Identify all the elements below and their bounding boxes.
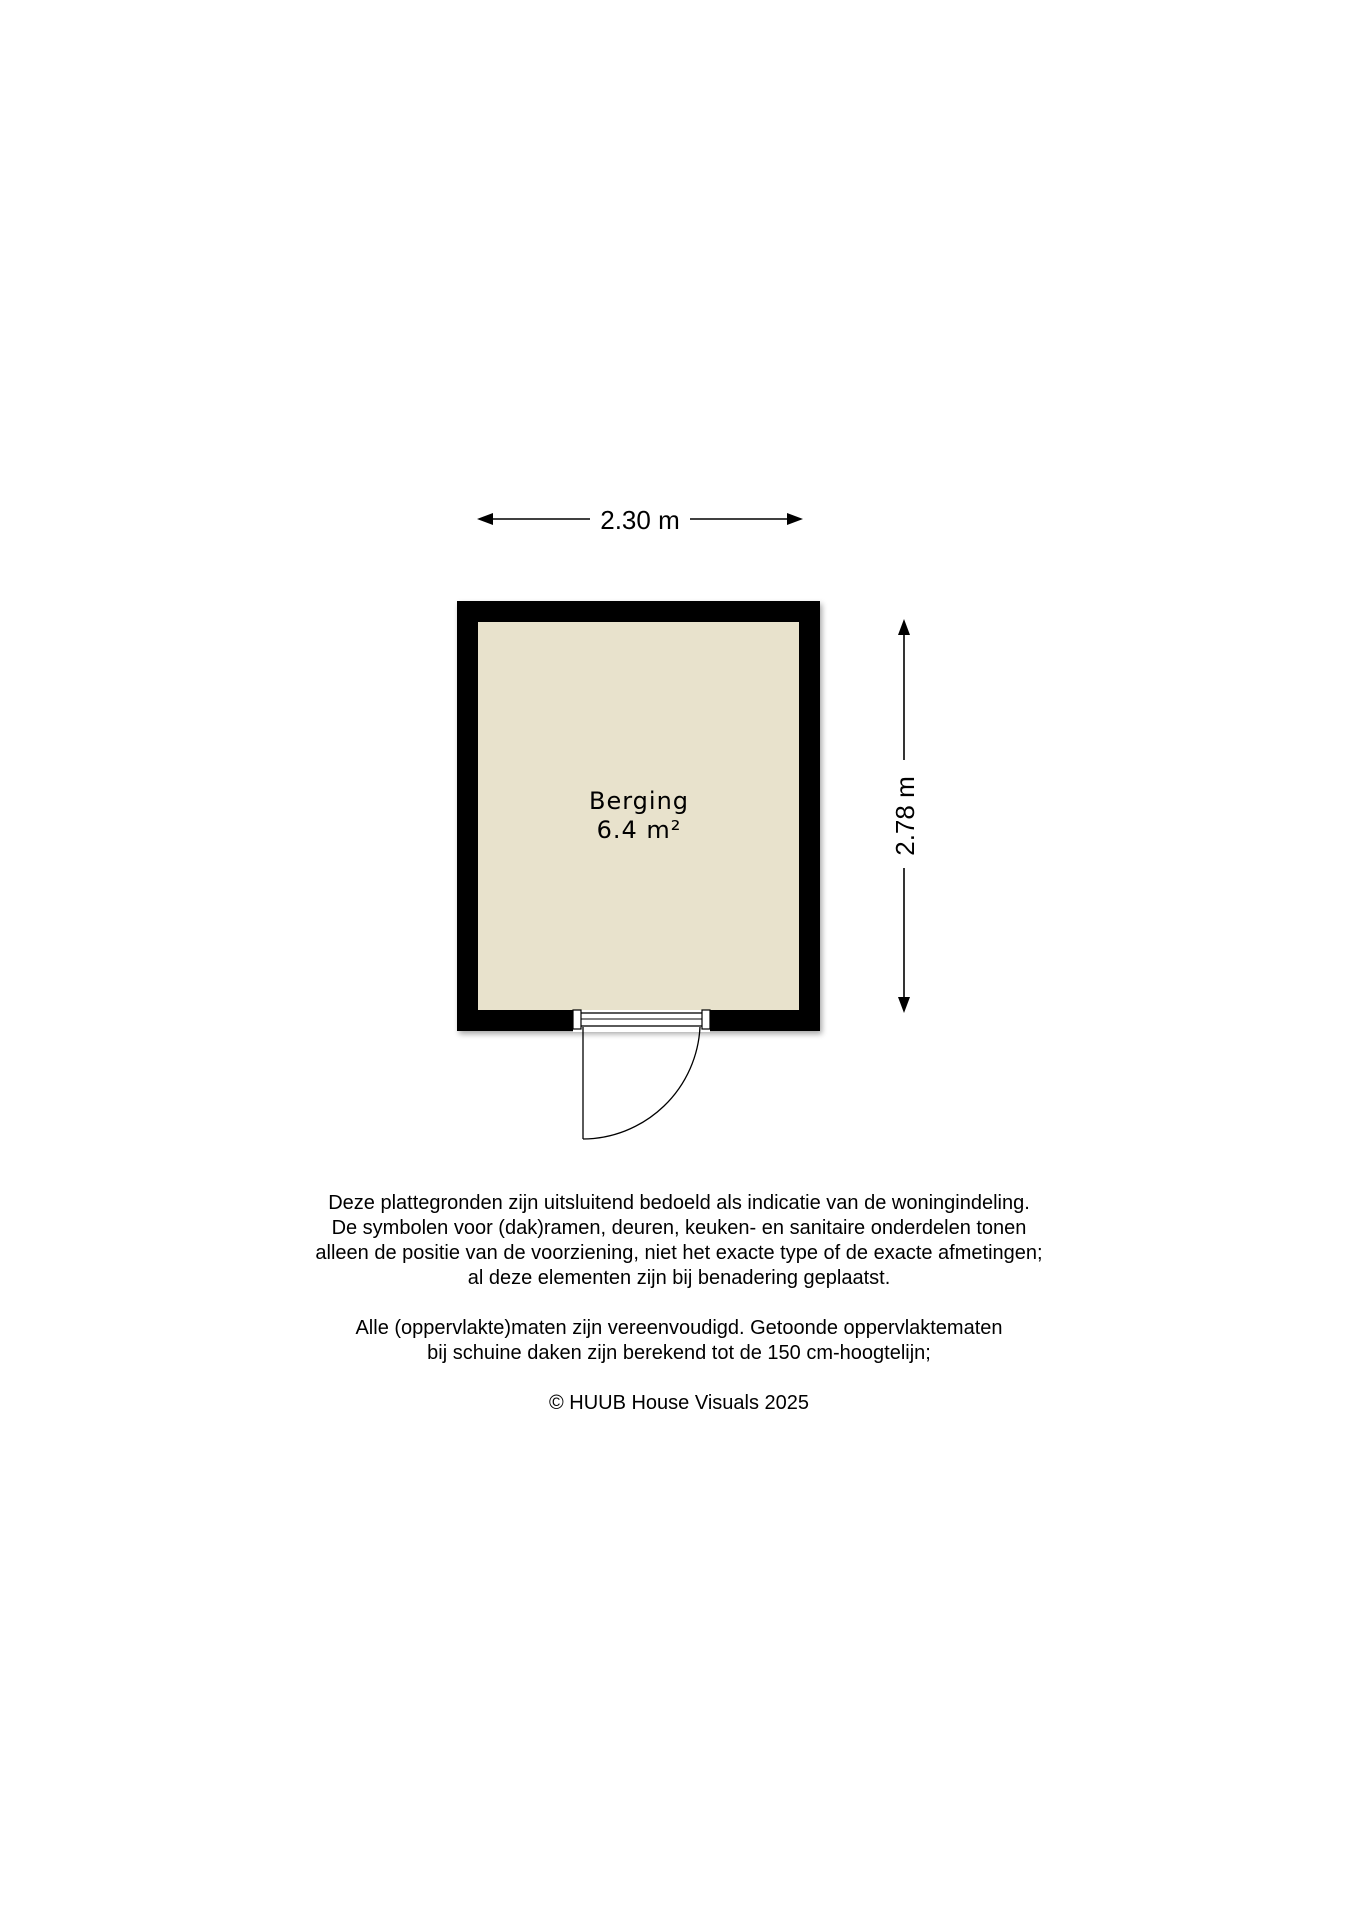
measurement-note-line: Alle (oppervlakte)maten zijn vereenvoudigd. Getoonde oppervlaktematen (355, 1317, 1003, 1339)
disclaimer-line: al deze elementen zijn bij benadering geplaatst. (467, 1267, 891, 1289)
measurement-note (0, 1316, 1358, 1366)
door-jamb-right (702, 1010, 710, 1029)
depth-dimension-label: 2.78 m (890, 776, 920, 856)
disclaimer-line: De symbolen voor (dak)ramen, deuren, keuken- en sanitaire onderdelen tonen (331, 1217, 1027, 1239)
room-berging (457, 601, 820, 1139)
arrow-head-up-icon (898, 619, 910, 635)
width-dimension-label: 2.30 m (600, 505, 680, 535)
arrow-head-down-icon (898, 997, 910, 1013)
copyright-text: © HUUB House Visuals 2025 (548, 1392, 810, 1414)
measurement-note-line: bij schuine daken zijn berekend tot de 150 cm-hoogtelijn; (427, 1342, 931, 1364)
depth-dimension (890, 619, 920, 1013)
arrow-head-right-icon (787, 513, 803, 525)
disclaimer-line: alleen de positie van de voorziening, niet het exacte type of de exacte afmetingen; (315, 1242, 1043, 1264)
width-dimension (477, 505, 803, 535)
door-jamb-left (573, 1010, 581, 1029)
arrow-head-left-icon (477, 513, 493, 525)
door-swing-icon (583, 1027, 700, 1139)
disclaimer-text (0, 1191, 1358, 1291)
door-frame (573, 1013, 710, 1026)
disclaimer-line: Deze plattegronden zijn uitsluitend bedoeld als indicatie van de woningindeling. (328, 1192, 1030, 1214)
door-swing-arc (583, 1027, 700, 1139)
room-area-label: 6.4 m² (596, 816, 682, 844)
room-name-label: Berging (588, 787, 690, 815)
